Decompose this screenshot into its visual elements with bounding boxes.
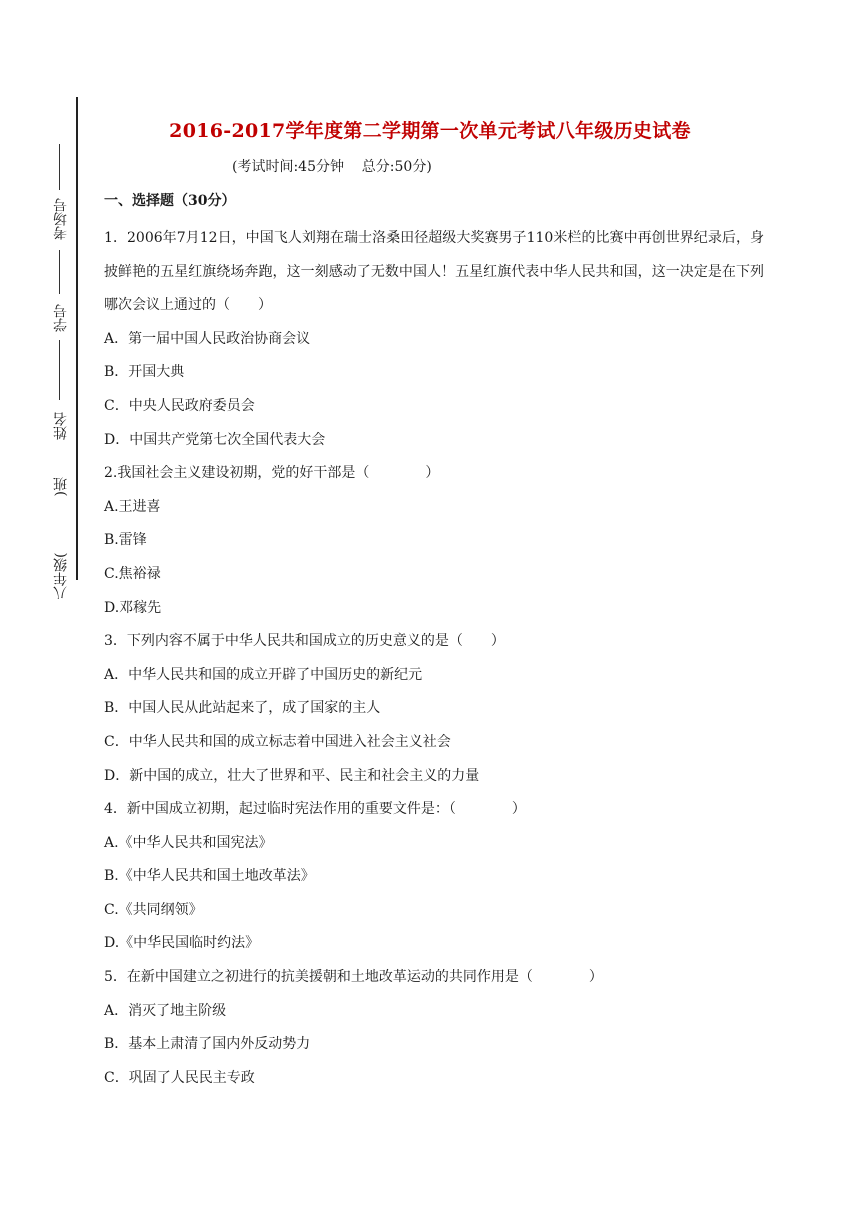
question-1: [104, 222, 764, 457]
option-a: A．消灭了地主阶级: [104, 1002, 227, 1019]
option-a: A.王进喜: [104, 498, 161, 515]
option-b: B.《中华人民共和国土地改革法》: [104, 868, 315, 885]
option-b: B．开国大典: [104, 364, 185, 381]
student-id-field: [52, 250, 72, 332]
question-stem: 1．2006年7月12日，中国飞人刘翔在瑞士洛桑田径超级大奖赛男子110米栏的比赛中再创世界纪录后，身披鲜艳的五星红旗绕场奔跑，这一刻感动了无数中国人！五星红旗代表中华人民共和国，这一决定是在下列哪次会议上通过的（ ）: [104, 230, 764, 314]
class-label: 八年级( )班: [53, 477, 69, 600]
question-stem: 4．新中国成立初期，起过临时宪法作用的重要文件是：（ ）: [104, 801, 526, 818]
exam-room-label: 考场号: [53, 198, 69, 240]
option-d: D.《中华民国临时约法》: [104, 935, 260, 952]
option-c: C．巩固了人民民主专政: [104, 1069, 255, 1086]
option-a: A.《中华人民共和国宪法》: [104, 834, 273, 851]
question-stem: 3．下列内容不属于中华人民共和国成立的历史意义的是（ ）: [104, 633, 505, 650]
question-2: [104, 457, 764, 625]
student-id-label: 学号: [53, 304, 69, 332]
option-c: C．中央人民政府委员会: [104, 397, 255, 414]
question-3: [104, 625, 764, 793]
binding-line: [76, 97, 78, 580]
option-c: C.焦裕禄: [104, 565, 161, 582]
question-stem: 5．在新中国建立之初进行的抗美援朝和土地改革运动的共同作用是（ ）: [104, 969, 603, 986]
option-c: C．中华人民共和国的成立标志着中国进入社会主义社会: [104, 733, 451, 750]
option-a: A．第一届中国人民政治协商会议: [104, 330, 311, 347]
name-field: [52, 340, 72, 440]
name-label: 姓名: [53, 412, 69, 440]
question-stem: 2.我国社会主义建设初期，党的好干部是（ ）: [104, 465, 440, 482]
option-d: D．中国共产党第七次全国代表大会: [104, 431, 326, 448]
exam-info: (考试时间:45分钟 总分:50分): [232, 159, 432, 175]
exam-room-field: [52, 140, 72, 240]
option-b: B．中国人民从此站起来了，成了国家的主人: [104, 700, 381, 717]
question-5: [104, 961, 764, 1095]
question-4: [104, 793, 764, 961]
option-c: C.《共同纲领》: [104, 901, 203, 918]
section-title: 一、选择题（30分）: [104, 193, 236, 209]
class-field: [52, 470, 72, 600]
page-title: 2016-2017学年度第二学期第一次单元考试八年级历史试卷: [169, 120, 691, 142]
option-a: A．中华人民共和国的成立开辟了中国历史的新纪元: [104, 666, 423, 683]
option-d: D．新中国的成立，壮大了世界和平、民主和社会主义的力量: [104, 767, 480, 784]
option-b: B.雷锋: [104, 532, 147, 549]
student-id-underline: [59, 250, 60, 294]
name-underline: [59, 340, 60, 400]
option-d: D.邓稼先: [104, 599, 162, 616]
question-list: [104, 222, 764, 1095]
exam-room-underline: [59, 144, 60, 190]
option-b: B．基本上肃清了国内外反动势力: [104, 1036, 311, 1053]
